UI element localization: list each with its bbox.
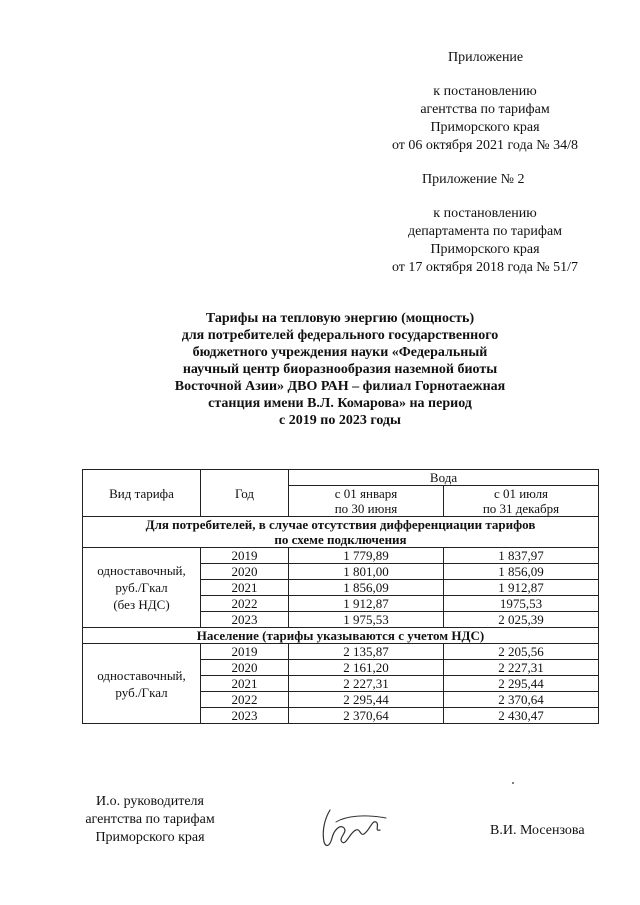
value-cell: 2 370,64 <box>444 692 599 708</box>
header-year: Год <box>201 470 289 517</box>
section-title-row <box>83 628 599 644</box>
appendix2-title: Приложение № 2 <box>422 172 525 187</box>
appendix2-line: департамента по тарифам <box>407 224 563 239</box>
tariff-type-cell <box>83 548 201 628</box>
value-cell: 1 912,87 <box>444 580 599 596</box>
year-cell: 2023 <box>201 708 289 724</box>
year-cell: 2019 <box>201 548 289 564</box>
value-cell: 2 227,31 <box>289 676 444 692</box>
year-cell: 2020 <box>201 564 289 580</box>
value-cell: 2 135,87 <box>289 644 444 660</box>
tariff-type-cell <box>83 644 201 724</box>
tariff-type-line: одноставочный, <box>97 667 186 683</box>
tariff-type-line: руб./Гкал <box>115 580 168 595</box>
year-cell: 2019 <box>201 644 289 660</box>
value-cell: 1 975,53 <box>289 612 444 628</box>
value-cell: 1 856,09 <box>444 564 599 580</box>
value-cell: 2 430,47 <box>444 708 599 724</box>
section-title-line: по схеме подключения <box>274 532 407 547</box>
section-title-line: Для потребителей, в случае отсутствия дифференциации тарифов <box>145 517 536 532</box>
header-tariff-type: Вид тарифа <box>83 470 201 517</box>
document-title-line: Восточной Азии» ДВО РАН – филиал Горнотаежная <box>174 379 506 394</box>
section-title <box>83 628 599 644</box>
table-row <box>83 644 599 660</box>
value-cell: 2 295,44 <box>289 692 444 708</box>
value-cell: 1 912,87 <box>289 596 444 612</box>
signer-name: В.И. Мосензова <box>490 823 585 838</box>
document-title-line: Тарифы на тепловую энергию (мощность) <box>205 311 475 326</box>
tariffs-table <box>82 469 599 724</box>
value-cell: 2 295,44 <box>444 676 599 692</box>
year-cell: 2022 <box>201 596 289 612</box>
document-title-line: для потребителей федерального государственного <box>181 328 499 343</box>
header-water: Вода <box>289 470 599 486</box>
appendix-title: Приложение <box>448 50 524 65</box>
appendix-line: к постановлению <box>433 84 537 99</box>
document-title-line: станция имени В.Л. Комарова» на период <box>208 396 472 411</box>
year-cell: 2022 <box>201 692 289 708</box>
year-cell: 2020 <box>201 660 289 676</box>
header-period1-line: по 30 июня <box>289 501 444 517</box>
year-cell: 2021 <box>201 580 289 596</box>
appendix2-line: к постановлению <box>433 206 537 221</box>
header-period1-line: с 01 января <box>289 486 444 502</box>
value-cell: 2 025,39 <box>444 612 599 628</box>
tariff-type-line: одноставочный, <box>97 563 186 578</box>
appendix-line: Приморского края <box>430 120 540 135</box>
appendix2-line: Приморского края <box>430 242 540 257</box>
scan-dot <box>512 782 514 784</box>
table-row <box>83 548 599 564</box>
signer-position-line: Приморского края <box>95 830 205 845</box>
value-cell: 1 856,09 <box>289 580 444 596</box>
document-title-line: бюджетного учреждения науки «Федеральный <box>192 345 488 360</box>
value-cell: 1 837,97 <box>444 548 599 564</box>
year-cell: 2023 <box>201 612 289 628</box>
tariff-type-line: (без НДС) <box>113 597 170 612</box>
handwritten-signature-icon <box>316 802 394 852</box>
header-period2-line: с 01 июля <box>444 486 599 502</box>
document-title-line: с 2019 по 2023 годы <box>279 413 401 428</box>
table-header-row <box>83 470 599 486</box>
section-title <box>83 517 599 548</box>
value-cell: 1 779,89 <box>289 548 444 564</box>
value-cell: 2 205,56 <box>444 644 599 660</box>
section-title-line: Население (тарифы указываются с учетом НДС) <box>196 628 485 643</box>
signer-position-line: агентства по тарифам <box>85 812 215 827</box>
header-period2-line: по 31 декабря <box>444 501 599 517</box>
value-cell: 2 227,31 <box>444 660 599 676</box>
appendix-line: агентства по тарифам <box>420 102 550 117</box>
value-cell: 2 161,20 <box>289 660 444 676</box>
appendix-line: от 06 октября 2021 года № 34/8 <box>391 138 579 153</box>
section-title-row <box>83 517 599 548</box>
value-cell: 1 801,00 <box>289 564 444 580</box>
value-cell: 1975,53 <box>444 596 599 612</box>
value-cell: 2 370,64 <box>289 708 444 724</box>
year-cell: 2021 <box>201 676 289 692</box>
document-title-line: научный центр биоразнообразия наземной биоты <box>182 362 498 377</box>
signer-position-line: И.о. руководителя <box>95 794 204 809</box>
appendix2-line: от 17 октября 2018 года № 51/7 <box>391 260 579 275</box>
tariff-type-line: руб./Гкал <box>115 684 168 700</box>
